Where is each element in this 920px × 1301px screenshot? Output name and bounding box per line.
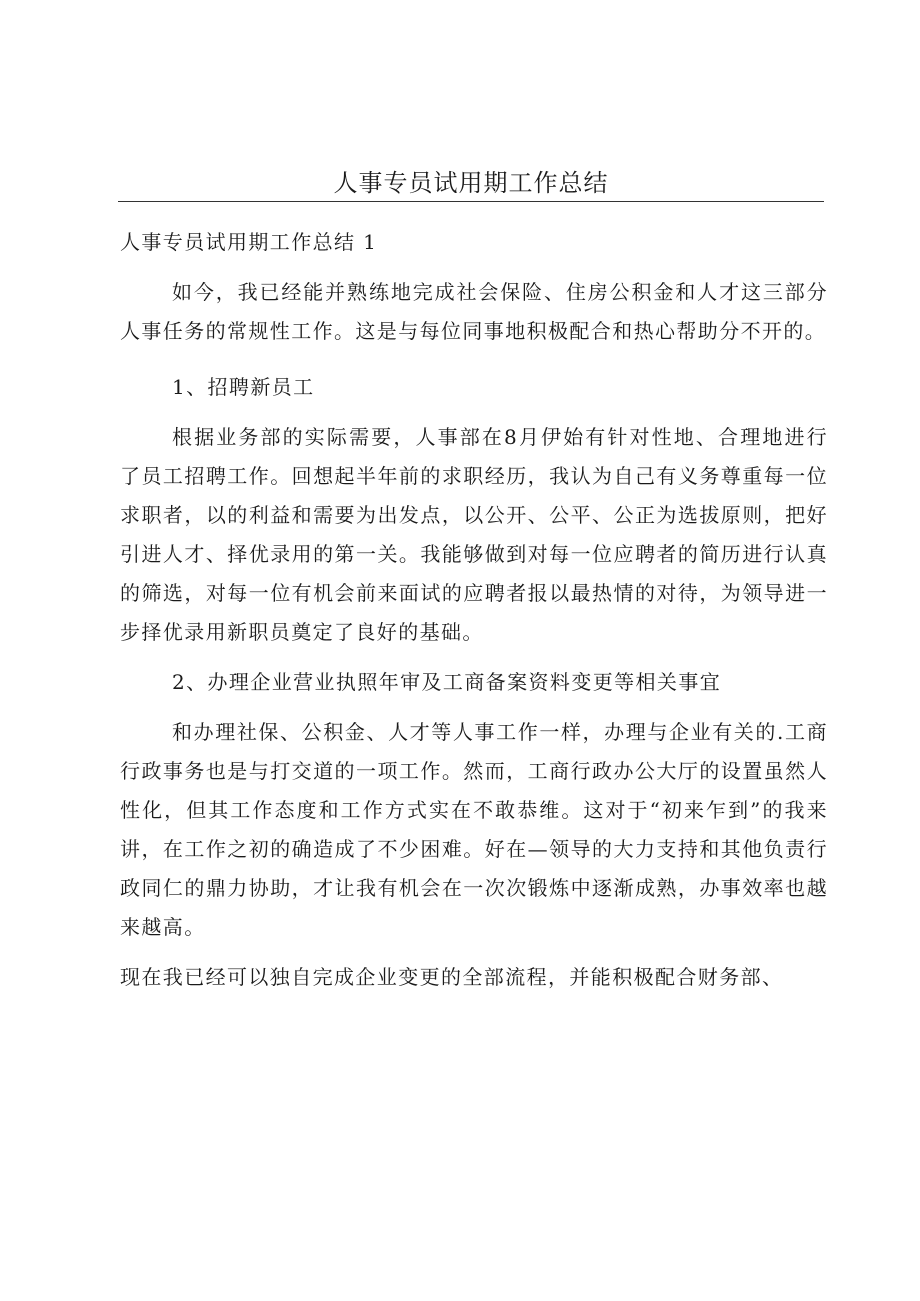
title-divider (118, 201, 824, 202)
item-heading-business-license: 2、办理企业营业执照年审及工商备案资料变更等相关事宜 (172, 670, 722, 694)
item-heading-recruitment: 1、招聘新员工 (172, 375, 315, 399)
paragraph-current-status: 现在我已经可以独自完成企业变更的全部流程，并能积极配合财务部、 (120, 965, 784, 989)
paragraph-recruitment: 根据业务部的实际需要，人事部在8月伊始有针对性地、合理地进行了员工招聘工作。回想起半年前的求职经历，我认为自己有义务尊重每一位求职者，以的利益和需要为出发点，以公开、公平、公正为选拔原则，把好引进人才、择优录用的第一关。我能够做到对每一位应聘者的简历进行认真的筛选，对每一位有机会前来面试的应聘者报以最热情的对待，为领导进一步择优录用新职员奠定了良好的基础。 (120, 425, 828, 644)
paragraph-business-license: 和办理社保、公积金、人才等人事工作一样，办理与企业有关的.工商行政事务也是与打交道的一项工作。然而，工商行政办公大厅的设置虽然人性化，但其工作态度和工作方式实在不敢恭维。这对于“初来乍到”的我来讲，在工作之初的确造成了不少困难。好在—领导的大力支持和其他负责行政同仁的鼎力协助，才让我有机会在一次次锻炼中逐渐成熟，办事效率也越来越高。 (120, 720, 828, 939)
paragraph-intro: 如今，我已经能并熟练地完成社会保险、住房公积金和人才这三部分人事任务的常规性工作。这是与每位同事地积极配合和热心帮助分不开的。 (120, 280, 828, 343)
document-title: 人事专员试用期工作总结 (333, 169, 609, 197)
document-body (120, 223, 828, 997)
section-heading: 人事专员试用期工作总结 1 (120, 230, 378, 254)
